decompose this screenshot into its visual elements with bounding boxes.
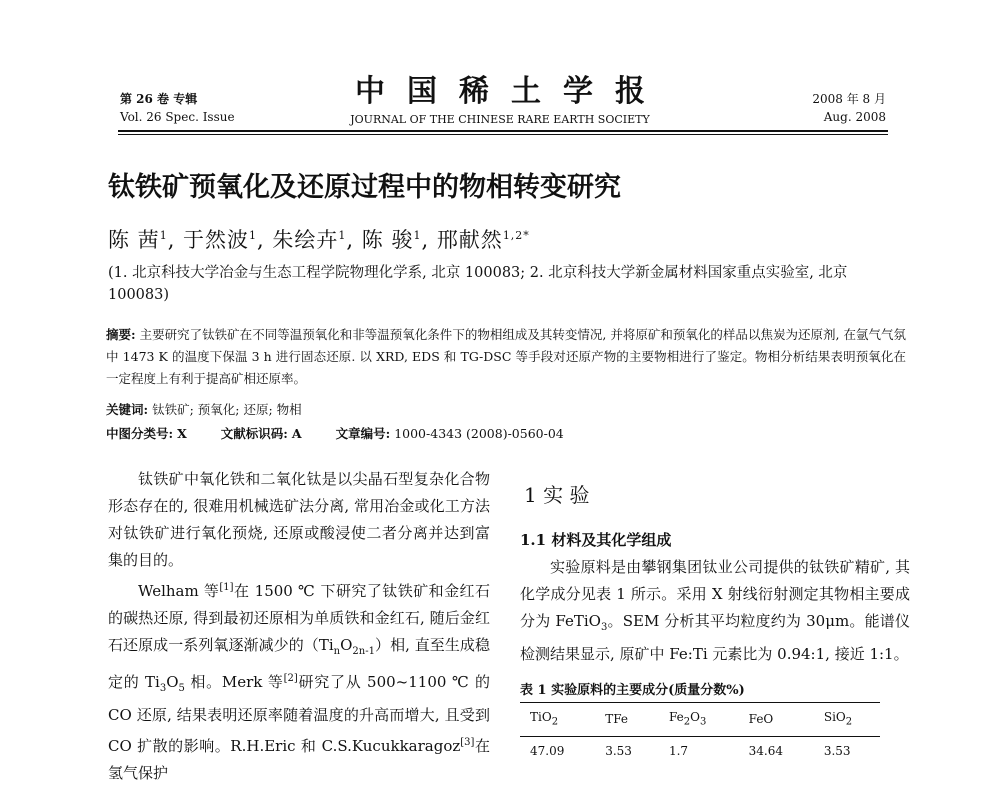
author-affil-mark: 1 [159, 229, 168, 242]
author: 邢献然 [436, 228, 503, 252]
author: 陈 茜 [108, 228, 160, 252]
keywords-label: 关键词: [106, 402, 149, 417]
table-cell: 1.7 [668, 744, 689, 759]
keywords [106, 400, 302, 420]
author-affil-mark: 1 [338, 229, 347, 242]
doc-code-label: 文献标识码: [220, 426, 288, 441]
paper-title: 钛铁矿预氧化及还原过程中的物相转变研究 [108, 172, 621, 203]
table-header-cell: $Fe_2O_3$ [659, 703, 739, 737]
clc-label: 中图分类号: [106, 426, 174, 441]
author: 朱绘卉 [272, 228, 339, 252]
volume-cn: 第 26 卷 专辑 [120, 92, 198, 106]
section-heading: 1 实 验 [524, 483, 590, 507]
abstract-label: 摘要: [106, 327, 136, 342]
journal-title-block [330, 74, 670, 128]
article-no-value: 1000-4343 (2008)-0560-04 [394, 426, 564, 441]
citation-ref: [1] [219, 582, 234, 593]
article-no-label: 文章编号: [335, 426, 391, 441]
composition-table [520, 702, 880, 766]
table-header-cell: TFe [595, 703, 659, 737]
author-list: 陈 茜$^1$, 于然波$^1$, 朱绘卉$^1$, 陈 骏$^1$, 邢献然$^{1,2*}$ [108, 228, 530, 252]
table-cell: 47.09 [530, 744, 565, 759]
paragraph: 实验原料是由攀钢集团钛业公司提供的钛铁矿精矿, 其化学成分见表 1 所示。采用 X 射线衍射测定其物相主要成分为 FeTiO$_3$。SEM 分析其平均粒度约为 30μm。能谱仪检测结果显示, 原矿中 Fe:Ti 元素比为 0.94:1, 接近 1:1。 [520, 558, 910, 663]
author: 于然波 [183, 228, 250, 252]
header-rule [118, 130, 888, 132]
table-cell: 3.53 [823, 744, 851, 759]
volume-en: Vol. 26 Spec. Issue [120, 110, 235, 124]
body-right-column [520, 466, 910, 766]
abstract-text: 主要研究了钛铁矿在不同等温预氧化和非等温预氧化条件下的物相组成及其转变情况, 并将原矿和预氧化的样品以焦炭为还原剂, 在氩气气氛中 1473 K 的温度下保温 3 h 进行固态还原. 以 XRD, EDS 和 TG-DSC 等手段对还原产物的主要物相进行了鉴定。物相分析结果表明预氧化在一定程度上有利于提高矿相还原率。 [106, 327, 906, 386]
paragraph: Welham 等[1]在 1500 ℃ 下研究了钛铁矿和金红石的碳热还原, 得到最初还原相为单质铁和金红石, 随后金红石还原成一系列氧逐渐减少的$(Ti_nO_{2n-1})$相, 直至生成稳定的 $Ti_3O_5$ 相。Merk 等[2]研究了从 500~1100 ℃ 的 CO 还原, 结果表明还原率随着温度的升高而增大, 且受到 CO 扩散的影响。R.H.Eric 和 C.S.Kucukkaragoz[3]在氢气保护 [108, 582, 491, 782]
header-rule-thin [118, 134, 888, 135]
date-en: Aug. 2008 [823, 110, 886, 124]
date-cn: 2008 年 8 月 [812, 92, 886, 106]
classification-line [106, 424, 624, 444]
table-header-row [520, 703, 880, 737]
table-header-cell: FeO [739, 703, 814, 737]
author: 陈 骏 [361, 228, 414, 252]
paragraph: 钛铁矿中氧化铁和二氧化钛是以尖晶石型复杂化合物形态存在的, 很难用机械选矿法分离, 常用冶金或化工方法对钛铁矿进行氧化预烧, 还原或酸浸使二者分离并达到富集的目的。 [108, 470, 490, 569]
citation-ref: [2] [283, 673, 298, 684]
table-row [520, 737, 880, 767]
author-affil-mark: 1 [413, 229, 422, 242]
author-affil-mark: 1,2* [502, 229, 530, 242]
table-header-cell: SiO$_2$ [814, 703, 880, 737]
clc-value: X [177, 426, 187, 441]
journal-title-cn: 中国稀土学报 [355, 74, 667, 109]
body-left-column [108, 466, 490, 787]
keywords-text: 钛铁矿; 预氧化; 还原; 物相 [152, 402, 302, 417]
journal-date-info [760, 90, 886, 126]
subsection-heading: 1.1 材料及其化学组成 [520, 531, 672, 549]
table-header-cell: TiO$_2$ [520, 703, 595, 737]
table-cell: 3.53 [605, 744, 632, 759]
abstract [106, 324, 906, 390]
journal-title-en: JOURNAL OF THE CHINESE RARE EARTH SOCIETY [350, 113, 650, 126]
doc-code-value: A [291, 426, 302, 441]
table-caption: 表 1 实验原料的主要成分(质量分数%) [520, 683, 745, 698]
table-cell: 34.64 [748, 744, 784, 759]
journal-volume-info [120, 90, 235, 126]
citation-ref: [3] [460, 737, 475, 748]
affiliation: (1. 北京科技大学冶金与生态工程学院物理化学系, 北京 100083; 2. 北京科技大学新金属材料国家重点实验室, 北京 100083) [108, 265, 848, 303]
author-affil-mark: 1 [249, 229, 258, 242]
